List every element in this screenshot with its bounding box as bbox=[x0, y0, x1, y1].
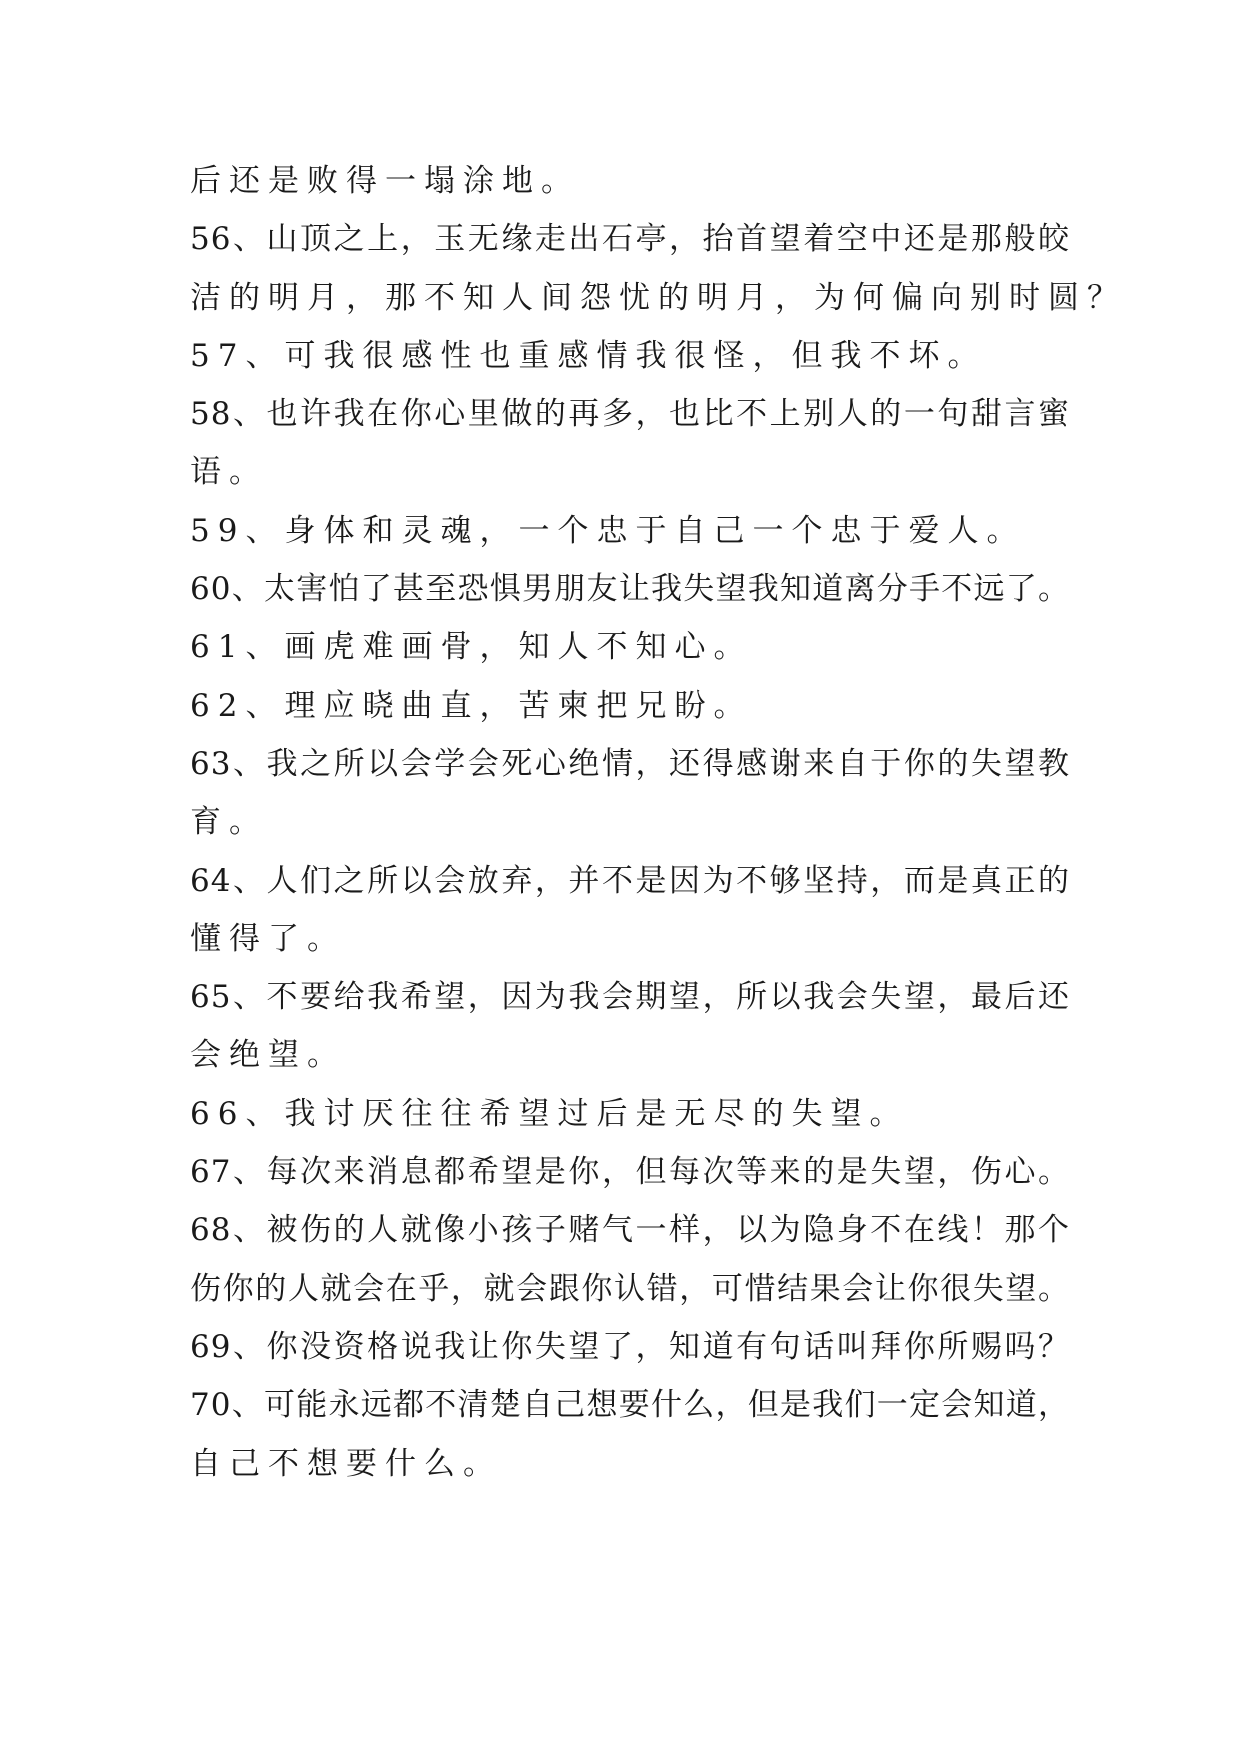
text-line: 后还是败得一塌涂地。 bbox=[190, 163, 580, 199]
text-line: 68、被伤的人就像小孩子赌气一样，以为隐身不在线！那个 bbox=[190, 1212, 1070, 1249]
text-line: 自己不想要什么。 bbox=[190, 1445, 502, 1482]
text-line: 57、可我很感性也重感情我很怪，但我不坏。 bbox=[190, 337, 987, 374]
document-body bbox=[190, 152, 1126, 1493]
text-line: 会绝望。 bbox=[190, 1037, 346, 1074]
text-line: 语。 bbox=[190, 454, 268, 491]
text-line: 69、你没资格说我让你失望了，知道有句话叫拜你所赐吗？ bbox=[190, 1328, 1070, 1365]
text-line: 66、我讨厌往往希望过后是无尽的失望。 bbox=[190, 1095, 909, 1132]
text-line: 懂得了。 bbox=[190, 920, 346, 957]
text-line: 62、理应晓曲直，苦柬把兄盼。 bbox=[190, 687, 753, 724]
text-line: 63、我之所以会学会死心绝情，还得感谢来自于你的失望教 bbox=[190, 745, 1070, 782]
text-line: 60、太害怕了甚至恐惧男朋友让我失望我知道离分手不远了。 bbox=[190, 571, 1070, 608]
text-line: 洁的明月，那不知人间怨忧的明月，为何偏向别时圆？ bbox=[190, 279, 1126, 316]
text-line: 56、山顶之上，玉无缘走出石亭，抬首望着空中还是那般皎 bbox=[190, 221, 1070, 258]
text-line: 59、身体和灵魂，一个忠于自己一个忠于爱人。 bbox=[190, 512, 1026, 549]
text-line: 65、不要给我希望，因为我会期望，所以我会失望，最后还 bbox=[190, 979, 1070, 1016]
text-line: 64、人们之所以会放弃，并不是因为不够坚持，而是真正的 bbox=[190, 862, 1070, 899]
text-line: 58、也许我在你心里做的再多，也比不上别人的一句甜言蜜 bbox=[190, 396, 1070, 433]
text-line: 61、画虎难画骨，知人不知心。 bbox=[190, 629, 753, 666]
text-line: 育。 bbox=[190, 804, 268, 841]
text-line: 67、每次来消息都希望是你，但每次等来的是失望，伤心。 bbox=[190, 1154, 1070, 1191]
text-line: 伤你的人就会在乎，就会跟你认错，可惜结果会让你很失望。 bbox=[190, 1270, 1070, 1307]
text-line: 70、可能永远都不清楚自己想要什么，但是我们一定会知道， bbox=[190, 1387, 1070, 1424]
